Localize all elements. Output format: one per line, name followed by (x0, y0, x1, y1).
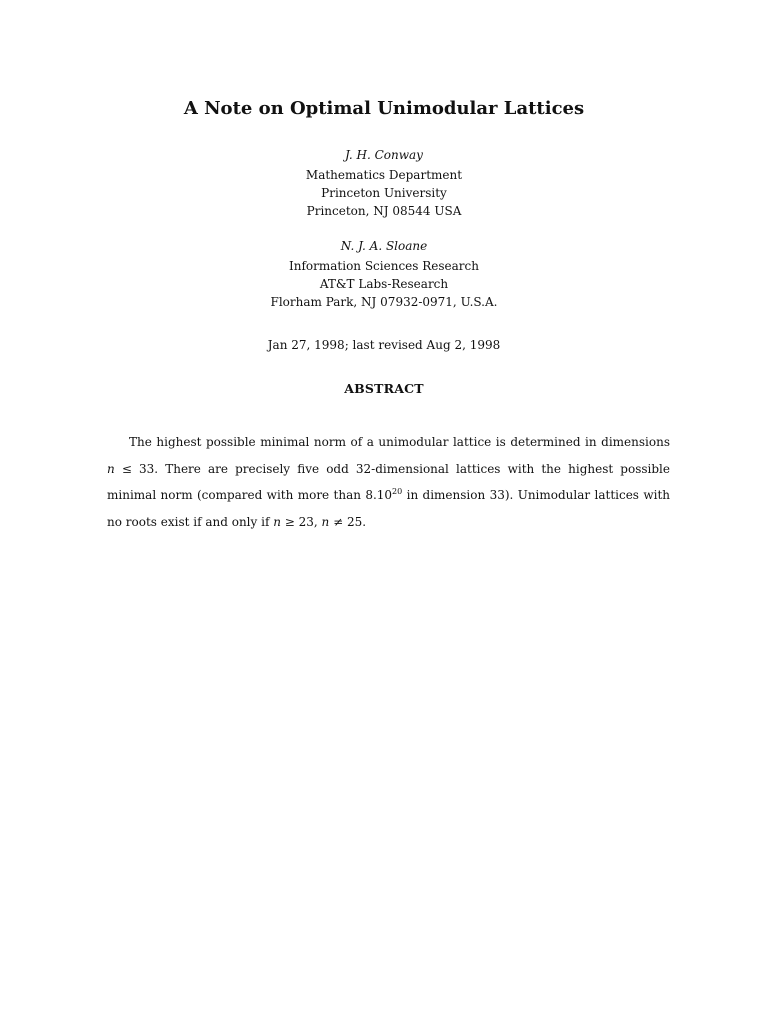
math-variable: n (107, 461, 115, 476)
affiliation-line: Mathematics Department (305, 168, 463, 182)
abstract-heading: ABSTRACT (344, 381, 424, 396)
author-name-conway: J. H. Conway (345, 148, 423, 162)
math-exponent: 20 (392, 487, 403, 496)
affiliation-line: Princeton, NJ 08544 USA (306, 204, 462, 218)
affiliation-line: AT&T Labs-Research (319, 277, 449, 291)
abstract-text: in dimension 33). Unimodular lattices with no roots exist if and only if (107, 488, 670, 529)
abstract-text: ≠ 25. (329, 514, 367, 529)
affiliation-line: Princeton University (321, 186, 447, 200)
paper-title: A Note on Optimal Unimodular Lattices (183, 98, 585, 119)
abstract-body (107, 429, 670, 535)
math-variable: n (273, 514, 281, 529)
affiliation-line: Florham Park, NJ 07932-0971, U.S.A. (270, 295, 498, 309)
paper-date: Jan 27, 1998; last revised Aug 2, 1998 (267, 338, 501, 352)
abstract-text: ≥ 23, (280, 514, 322, 529)
affiliation-line: Information Sciences Research (289, 259, 479, 273)
author-name-sloane: N. J. A. Sloane (340, 239, 428, 253)
abstract-text: The highest possible minimal norm of a unimodular lattice is determined in dimensions (129, 435, 670, 449)
math-variable: n (321, 514, 330, 529)
abstract-text: ≤ 33. There are precisely five odd 32-dimensional lattices with the highest possible minimal norm (compared with more than 8.10 (107, 461, 670, 502)
abstract-paragraph (107, 429, 670, 535)
